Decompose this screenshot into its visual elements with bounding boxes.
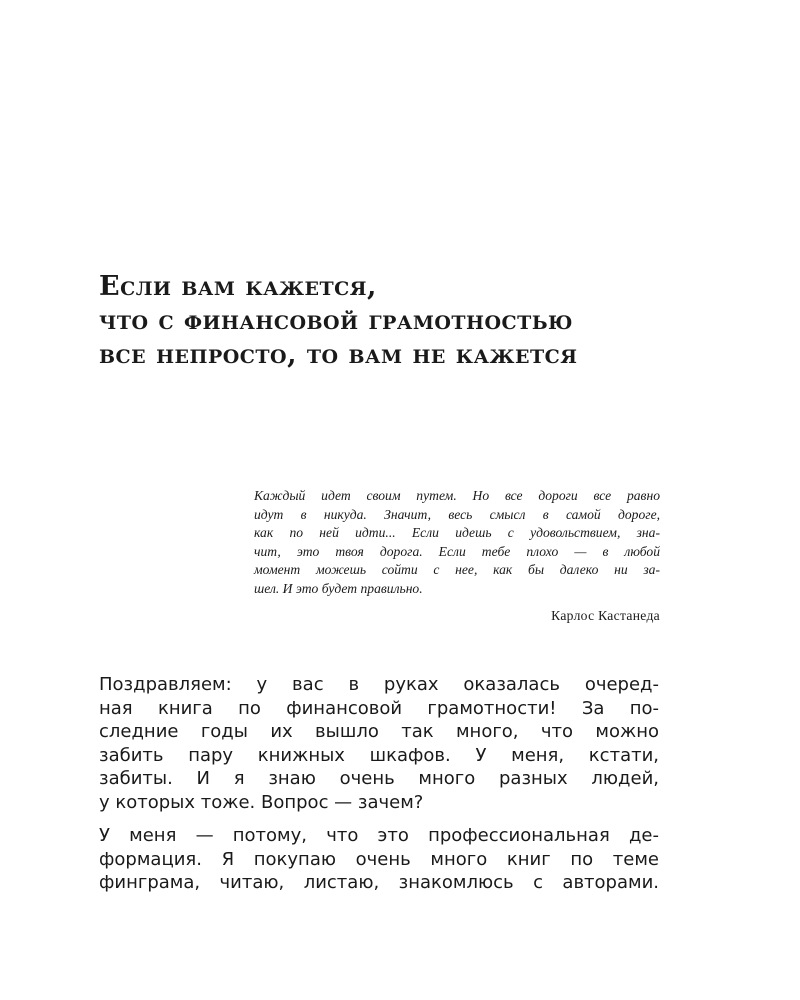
body-line: У меня — потому, что это профессиональная де- — [99, 825, 659, 846]
body-line: у которых тоже. Вопрос — зачем? — [99, 791, 424, 813]
epigraph — [254, 487, 660, 626]
chapter-page — [99, 270, 659, 372]
body-line: финграма, читаю, листаю, знакомлюсь с авторами. — [99, 872, 659, 893]
heading-line-2: что с финансовой грамотностью — [99, 305, 573, 336]
body-line: забить пару книжных шкафов. У меня, кстати, — [99, 744, 659, 766]
epigraph-line: как по ней идти... Если идешь с удовольствием, зна- — [254, 525, 660, 540]
heading-line-1: Если вам кажется, — [99, 271, 377, 302]
body-line: формация. Я покупаю очень много книг по теме — [99, 848, 659, 870]
body-line: ная книга по финансовой грамотности! За по- — [99, 697, 659, 719]
epigraph-author: Карлос Кастанеда — [551, 608, 660, 623]
epigraph-line: шел. И это будет правильно. — [254, 580, 423, 596]
heading-line-3: все непросто, то вам не кажется — [99, 339, 578, 370]
body-line: следние годы их вышло так много, что можно — [99, 721, 659, 742]
epigraph-line: момент можешь сойти с нее, как бы далеко ни за- — [254, 562, 660, 577]
paragraph-2 — [99, 824, 659, 895]
body-line: забиты. И я знаю очень много разных людей, — [99, 768, 659, 789]
paragraph-1 — [99, 673, 659, 814]
epigraph-line: Каждый идет своим путем. Но все дороги все равно — [254, 488, 660, 503]
body-line: Поздравляем: у вас в руках оказалась очеред- — [99, 674, 659, 695]
chapter-heading — [99, 270, 659, 372]
epigraph-line: чит, это твоя дорога. Если тебе плохо — в любой — [254, 543, 660, 559]
epigraph-line: идут в никуда. Значит, весь смысл в самой дороге, — [254, 506, 660, 522]
body-text — [99, 673, 659, 905]
